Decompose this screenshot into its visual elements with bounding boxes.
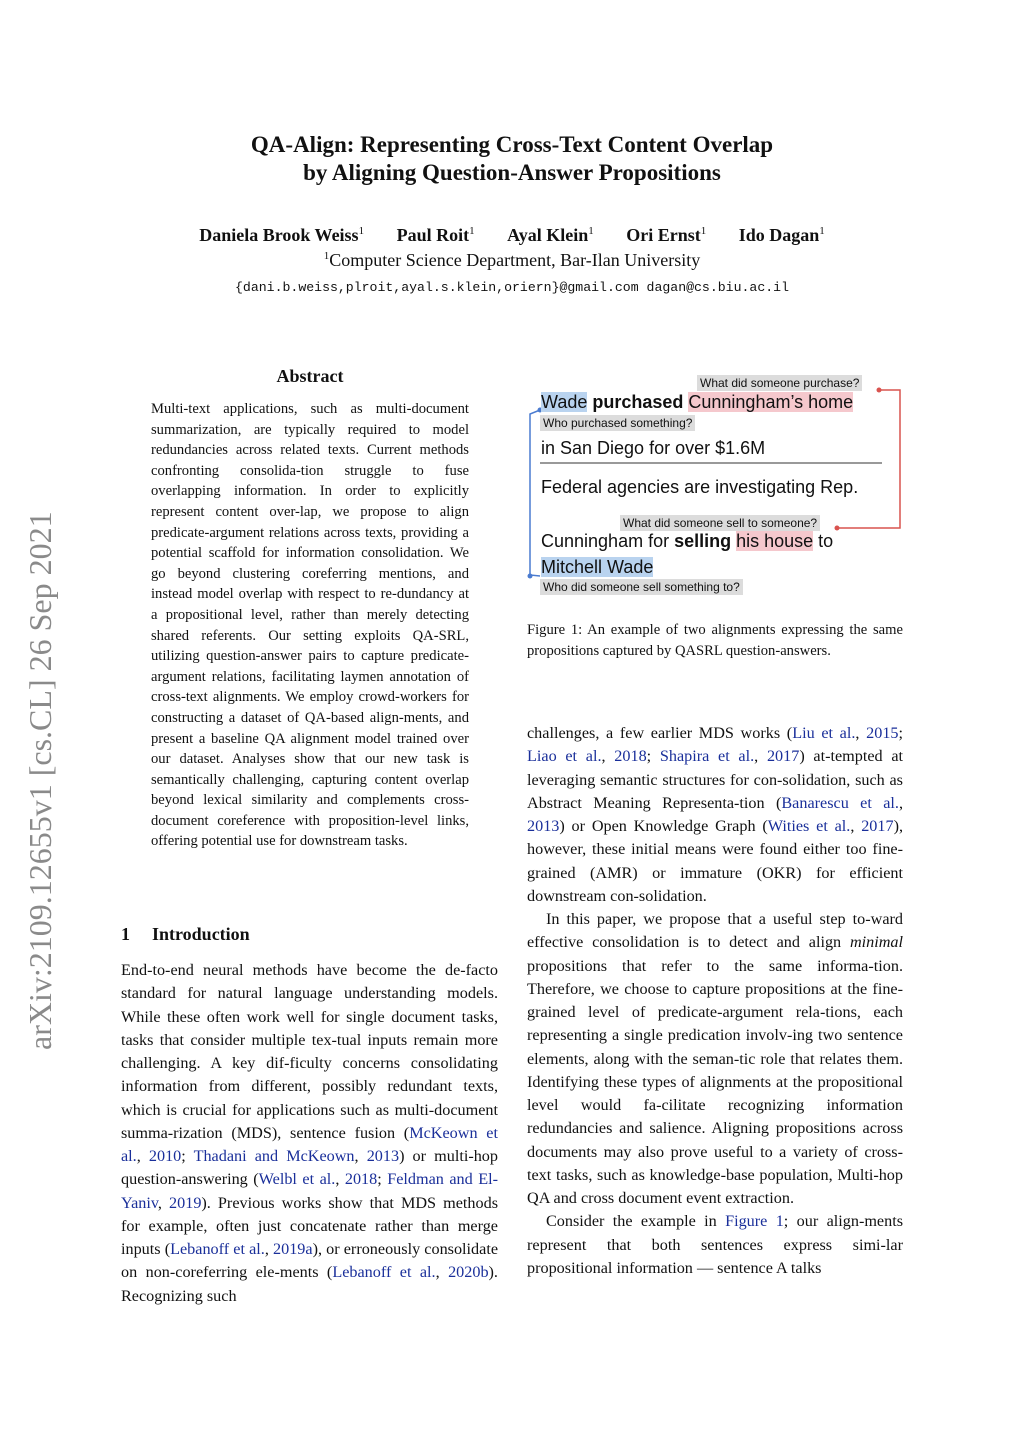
text-run: , [850,817,862,835]
paragraph [527,722,903,908]
author-emails: {dani.b.weiss,plroit,ayal.s.klein,oriern}@gmail.com dagan@cs.biu.ac.il [235,280,789,295]
title-line-2: by Aligning Question-Answer Propositions [303,160,721,185]
affiliation-mark: 1 [323,250,330,262]
author [397,225,475,246]
text-run: , [157,1193,170,1212]
blue-connector-dot-bottom [528,574,533,579]
text-run: Consider the example in [546,1212,726,1231]
figure-reference-link[interactable]: Figure 1 [725,1212,784,1231]
author [739,225,825,246]
text-run: , [354,1147,367,1165]
affiliation [0,250,1024,271]
qasrl-question: Who purchased something? [540,415,695,431]
citation-link[interactable]: 2019 [169,1193,202,1212]
author-affil-mark: 1 [469,225,475,237]
text-run: ; our align-ments represent that both sentences express simi-lar propositional information — sentence A talks [527,1212,904,1277]
text-run: ; [898,724,904,742]
author-affil-mark: 1 [588,225,594,237]
text-run: ). Recognizing such [121,1263,498,1305]
sentence-a-line-2: in San Diego for over $1.6M [541,438,766,458]
text-run: In this paper, we propose that a useful step to-ward effective consolidation is to detect and align [527,910,903,952]
figure-1 [527,370,907,610]
author [507,225,594,246]
text-run: , [898,793,903,812]
sentence-b-line-1: Federal agencies are investigating Rep. [541,477,859,497]
paper-title [0,131,1024,187]
sentence-a-line-1 [541,391,853,413]
paragraph [121,959,498,1308]
text-run: , [754,747,767,766]
paragraph [527,908,903,1210]
right-column-body [527,722,903,1280]
citation-link[interactable]: 2013 [527,817,560,835]
title-line-1: QA-Align: Representing Cross-Text Content Overlap [250,132,774,157]
blue-alignment-line [530,410,540,576]
arxiv-stamp: arXiv:2109.12655v1 [cs.CL] 26 Sep 2021 [22,511,58,1050]
qasrl-question: Who did someone sell something to? [540,579,743,595]
citation-link[interactable]: 2015 [866,724,899,742]
section-title: Introduction [152,924,250,944]
abstract-heading: Abstract [276,366,344,386]
left-column-body [121,959,498,1308]
author-name: Ayal Klein [507,225,589,245]
text-run: , [335,1170,345,1189]
citation-link[interactable]: 2010 [148,1147,182,1165]
citation-link[interactable]: Liu et al. [792,724,856,742]
citation-link[interactable]: Wities et al. [767,817,851,835]
citation-link[interactable]: 2017 [861,817,894,835]
citation-link[interactable]: McKeown et al. [121,1123,498,1165]
author-list [0,225,1024,246]
author [199,225,364,246]
citation-link[interactable]: 2018 [344,1170,378,1189]
author-name: Paul Roit [396,225,470,245]
text-run: , [435,1263,449,1282]
citation-link[interactable]: 2013 [366,1147,400,1165]
text-run: challenges, a few earlier MDS works ( [527,724,793,742]
text-run: , [855,724,867,742]
argument-highlight: his house [736,531,814,551]
text-run: ; [377,1170,388,1189]
red-connector-dot-top [877,388,882,393]
citation-link[interactable]: Shapira et al. [659,747,755,766]
text-run: Cunningham for [541,531,675,551]
citation-link[interactable]: Lebanoff et al. [332,1263,436,1282]
text-run: ) at-tempted at leveraging semantic structures for con-solidation, such as Abstract Meaning Representa-tion ( [527,747,904,812]
text-run: ), or erroneously consolidate on non-coreferring ele-ments ( [121,1240,499,1282]
qasrl-question: What did someone purchase? [697,375,862,391]
citation-link[interactable]: 2020b [448,1263,489,1282]
text-run: ; [181,1147,194,1165]
text-run: End-to-end neural methods have become the de-facto standard for natural language understanding models. While these often work well for single document tasks, tasks that consider multiple tex-tual inputs remain more challenging. A key dif-ficulty concerns consolidating information from different, possibly redundant texts, which is crucial for applications such as multi-document summa-rization (MDS), sentence fusion ( [121,961,498,1142]
text-run: , [264,1240,273,1258]
sentence-b-line-3 [541,556,653,578]
citation-link[interactable]: 2017 [766,747,800,766]
qasrl-question: What did someone sell to someone? [620,515,820,531]
citation-link[interactable]: Thadani and McKeown [193,1147,355,1165]
text-run: ). Previous works show that MDS methods for example, often just concatenate rather than merge inputs ( [121,1193,498,1258]
argument-highlight: Mitchell Wade [541,557,654,577]
citation-link[interactable]: 2019a [273,1240,313,1258]
predicate-highlight: selling [674,531,732,551]
text-run: ) or Open Knowledge Graph ( [559,817,768,835]
author-name: Daniela Brook Weiss [199,225,359,245]
argument-highlight: Wade [541,392,588,412]
citation-link[interactable]: Liao et al. [527,747,602,766]
text-run: to [813,531,834,551]
text-run: propositions that refer to the same informa-tion. Therefore, we choose to capture propositions at the fine-grained level of predicate-argument rela-tions, each representing a single predication involv-ing two sentence elements, along with the seman-tic role that relates them. Identifying these types of alignments at the propositional level would fa-cilitate recognizing information redundancies and salience. Aligning propositions across documents may also prove useful to a variety of cross-text tasks, such as knowledge-base population, Multi-hop QA and cross document event extraction. [527,956,903,1207]
text-run: , [136,1147,149,1165]
text-run: , [601,747,615,766]
abstract-text: Multi-text applications, such as multi-document summarization, are typically required to model redundancies across related texts. Current methods confronting consolida-tion struggle to fuse overlapping information. In order to explicitly represent content over-lap, we propose to align predicate-argument relations across texts, providing a potential scaffold for information consolidation. We go beyond clustering coreferring mentions, and instead model overlap with respect to re-dundancy at a propositional level, rather than merely detecting shared referents. Our setting exploits QA-SRL, utilizing question-answer pairs to capture predicate-argument relations, facilitating laymen annotation of cross-text alignments. We employ crowd-workers for constructing a dataset of QA-based align-ments, and present a baseline QA alignment model trained over our dataset. Analyses show that our new task is semantically challenging, capturing content overlap beyond lexical similarity and complements cross-document coreference with proposition-level links, offering potential use for downstream tasks. [151,401,469,850]
author-name: Ori Ernst [626,225,701,245]
affiliation-text: Computer Science Department, Bar-Ilan University [329,250,701,270]
figure-caption: Figure 1: An example of two alignments expressing the same propositions captured by QASRL question-answers. [527,622,903,659]
paragraph [527,1210,903,1280]
citation-link[interactable]: Lebanoff et al. [170,1240,265,1258]
citation-link[interactable]: 2018 [614,747,647,766]
author-affil-mark: 1 [700,225,707,237]
sentence-b-line-2 [541,530,833,552]
argument-highlight: Cunningham’s home [688,392,854,412]
text-run: ) or multi-hop question-answering ( [121,1147,498,1189]
author [626,225,706,246]
author-affil-mark: 1 [819,225,825,237]
emphasis: minimal [849,933,903,952]
section-number: 1 [121,924,130,944]
section-heading [121,924,471,945]
red-connector-dot-bottom [835,526,840,531]
predicate-highlight: purchased [587,392,689,412]
author-affil-mark: 1 [358,225,365,237]
text-run: ; [646,747,660,766]
citation-link[interactable]: Banarescu et al. [781,793,899,812]
citation-link[interactable]: Feldman and El-Yaniv [121,1170,499,1212]
citation-link[interactable]: Welbl et al. [258,1170,336,1189]
text-run: ), however, these initial means were found either too fine-grained (AMR) or immature (OKR) for efficient downstream con-solidation. [527,817,903,905]
author-name: Ido Dagan [738,225,820,245]
